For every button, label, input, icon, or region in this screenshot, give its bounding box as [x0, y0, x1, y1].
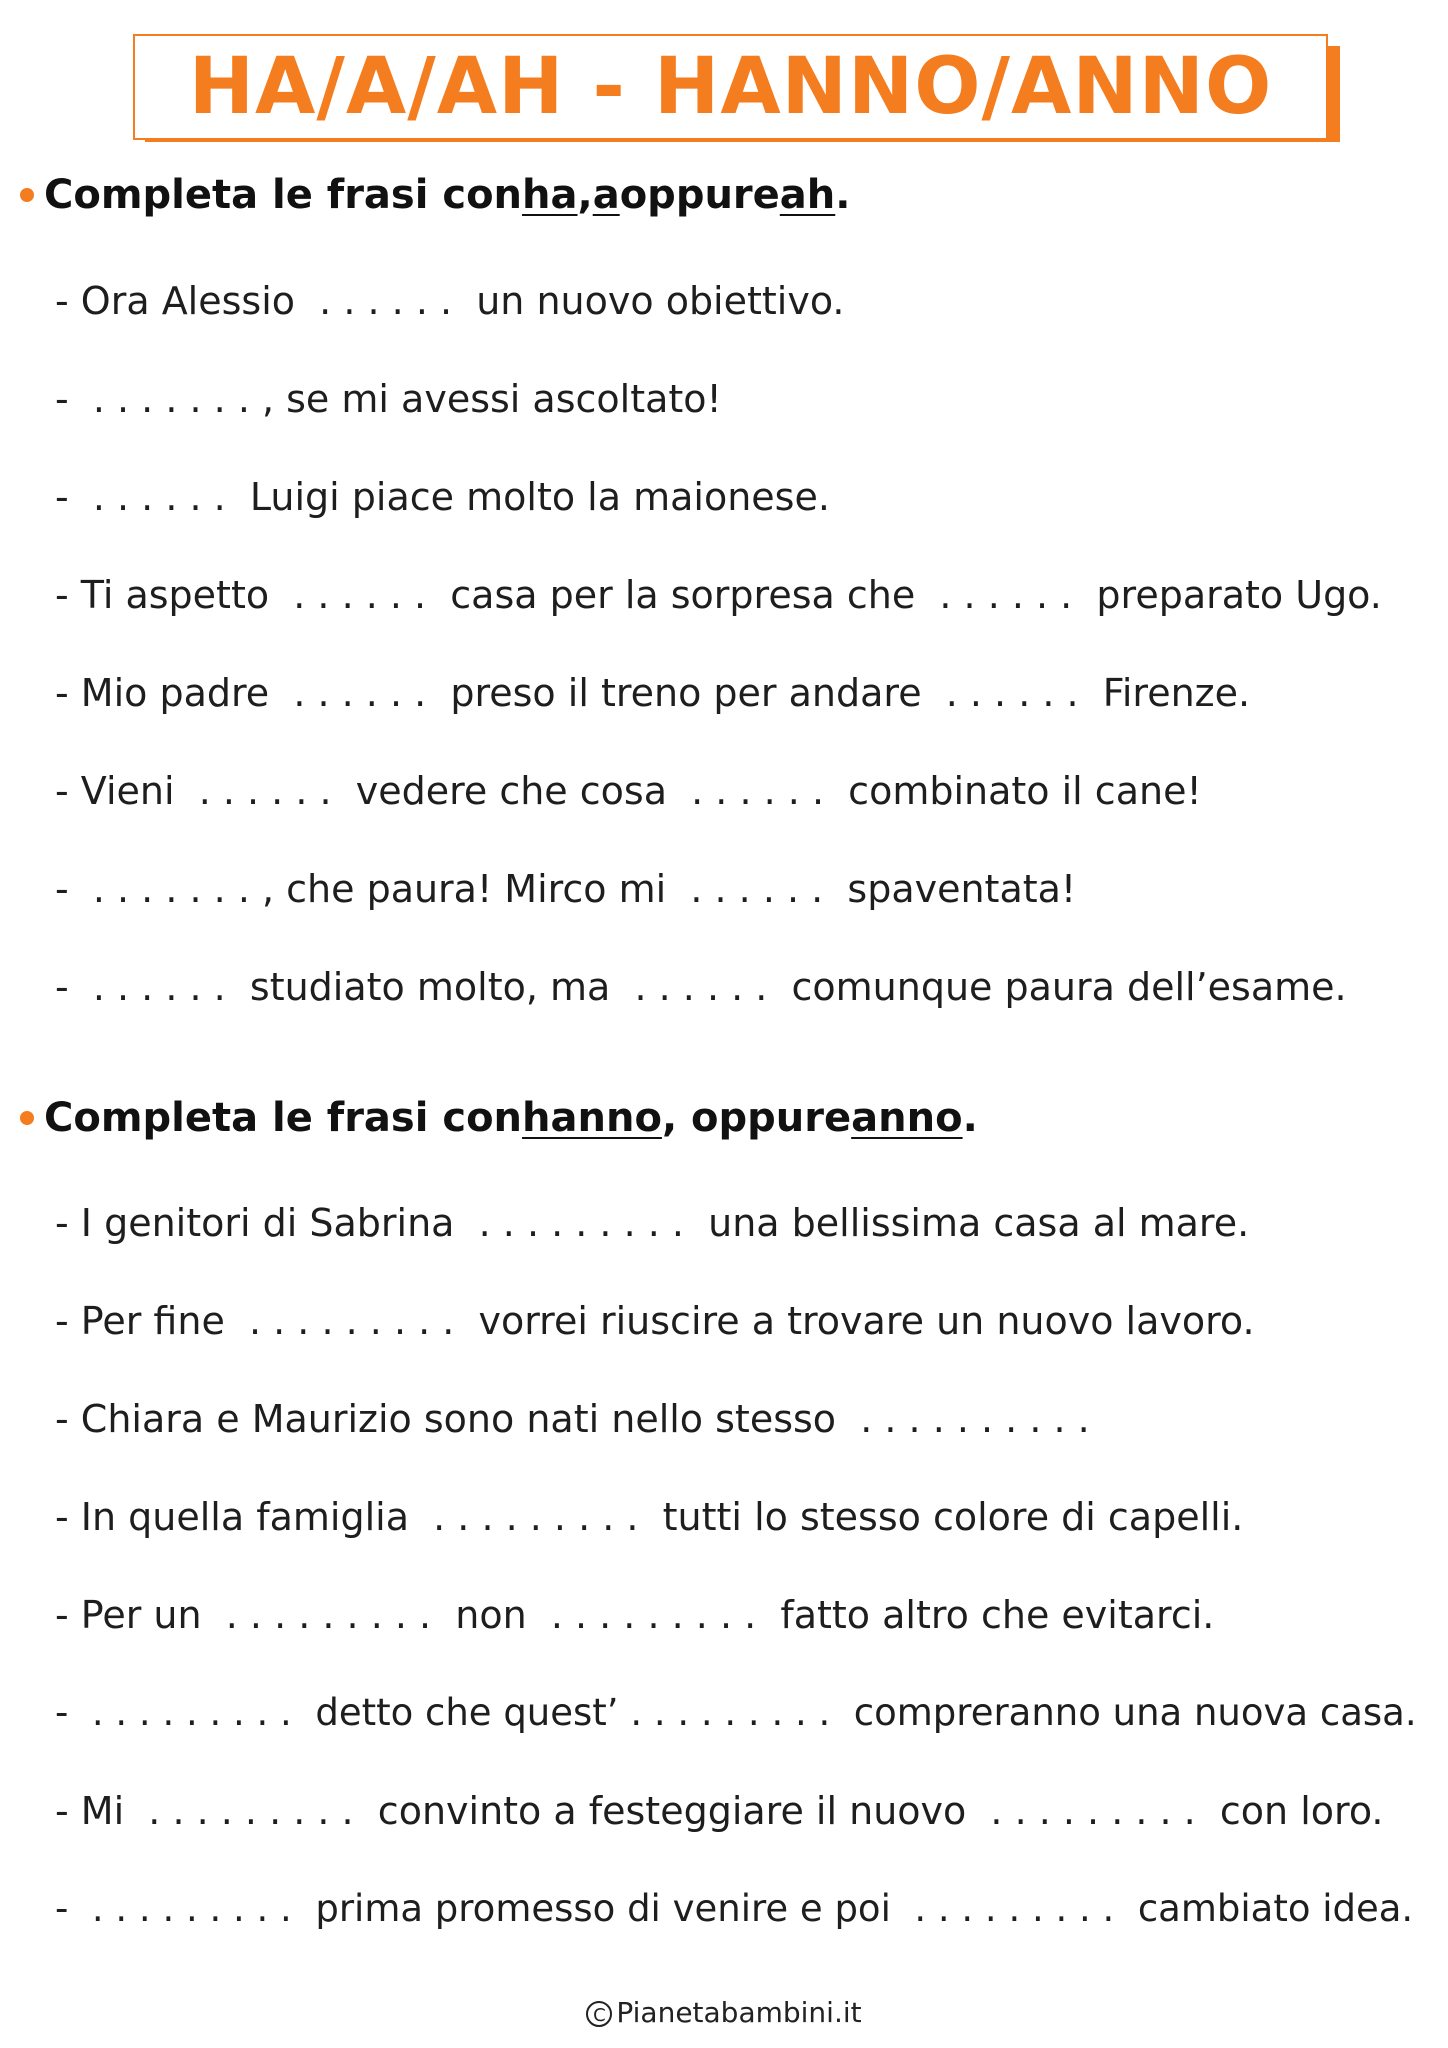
section1-heading-prefix: Completa le frasi con [44, 172, 523, 218]
exercise-sentence: - Chiara e Maurizio sono nati nello stesso . . . . . . . . . . [55, 1397, 1090, 1441]
bullet-dot-icon [20, 1111, 34, 1125]
section2-sep1: , oppure [661, 1095, 852, 1141]
section1-sep1: , [577, 172, 593, 218]
section2-heading [20, 1095, 978, 1141]
section2-end: . [962, 1095, 978, 1141]
copyright-icon [586, 2001, 612, 2027]
exercise-sentence: - Per fine . . . . . . . . . vorrei riuscire a trovare un nuovo lavoro. [55, 1299, 1255, 1343]
section2-option-anno: anno [851, 1095, 963, 1141]
section2-option-hanno: hanno [522, 1095, 662, 1141]
section1-option-ha: ha [522, 172, 578, 218]
page-title: HA/A/AH - HANNO/ANNO [188, 42, 1273, 132]
exercise-sentence: - Ora Alessio . . . . . . un nuovo obiettivo. [55, 279, 845, 323]
section1-end: . [835, 172, 851, 218]
section1-option-a: a [592, 172, 620, 218]
section2-heading-prefix: Completa le frasi con [44, 1095, 523, 1141]
footer-text[interactable]: Pianetabambini.it [616, 1996, 862, 2029]
section1-heading [20, 172, 850, 218]
exercise-sentence: - . . . . . . studiato molto, ma . . . . . . comunque paura dell’esame. [55, 965, 1347, 1009]
exercise-sentence: - Per un . . . . . . . . . non . . . . . . . . . fatto altro che evitarci. [55, 1593, 1215, 1637]
title-banner [133, 34, 1340, 142]
bullet-dot-icon [20, 188, 34, 202]
title-box [133, 34, 1328, 140]
footer [0, 1996, 1448, 2029]
exercise-sentence: - . . . . . . . , se mi avessi ascoltato! [55, 377, 722, 421]
exercise-sentence: - Mio padre . . . . . . preso il treno per andare . . . . . . Firenze. [55, 671, 1251, 715]
exercise-sentence: - In quella famiglia . . . . . . . . . tutti lo stesso colore di capelli. [55, 1495, 1244, 1539]
exercise-sentence: - . . . . . . Luigi piace molto la maionese. [55, 475, 830, 519]
exercise-sentence: - Vieni . . . . . . vedere che cosa . . . . . . combinato il cane! [55, 769, 1202, 813]
exercise-sentence: - . . . . . . . , che paura! Mirco mi . . . . . . spaventata! [55, 867, 1077, 911]
section1-option-ah: ah [779, 172, 836, 218]
exercise-sentence: - . . . . . . . . . detto che quest’ . . . . . . . . . compreranno una nuova casa. [55, 1691, 1417, 1734]
exercise-sentence: - . . . . . . . . . prima promesso di venire e poi . . . . . . . . . cambiato idea. [55, 1887, 1414, 1930]
exercise-sentence: - Mi . . . . . . . . . convinto a festeggiare il nuovo . . . . . . . . . con loro. [55, 1789, 1384, 1833]
exercise-sentence: - Ti aspetto . . . . . . casa per la sorpresa che . . . . . . preparato Ugo. [55, 573, 1382, 617]
exercise-sentence: - I genitori di Sabrina . . . . . . . . . una bellissima casa al mare. [55, 1201, 1250, 1245]
section1-sep2: oppure [619, 172, 780, 218]
